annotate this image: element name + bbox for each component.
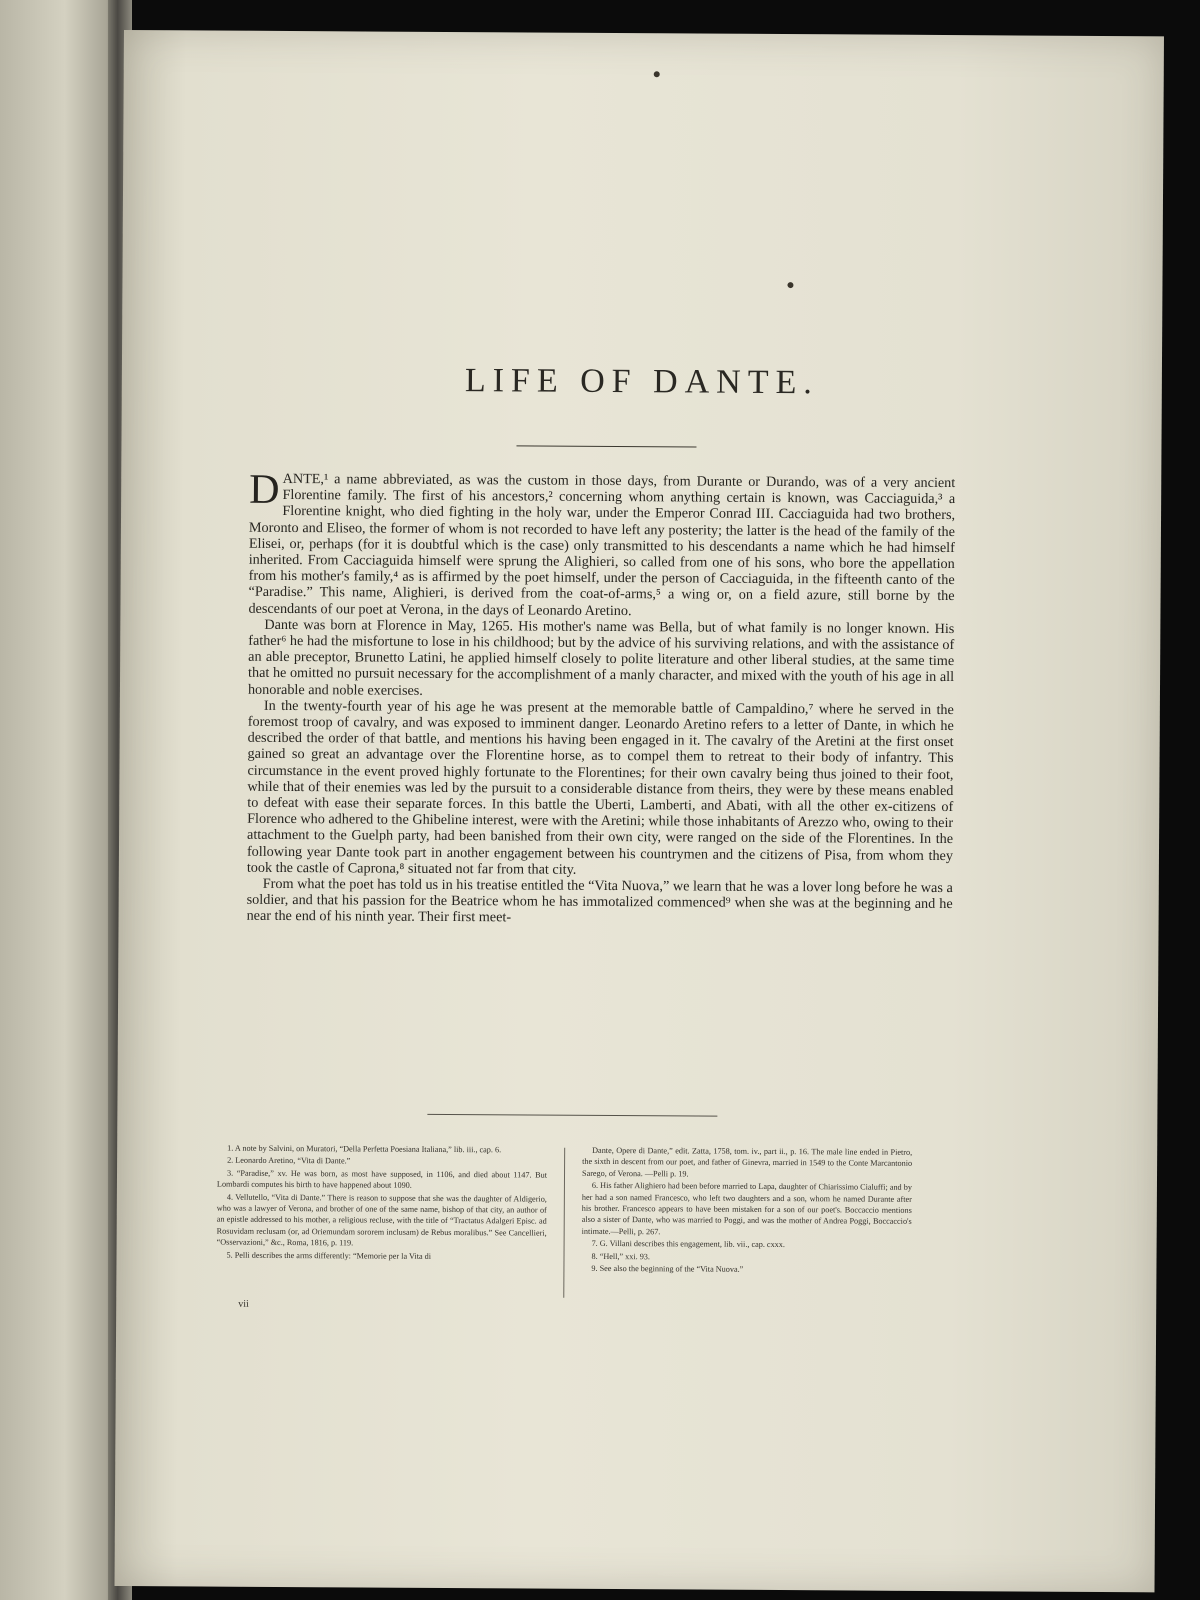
footnote: 3. “Paradise,” xv. He was born, as most have supposed, in 1106, and died about 1147. But Lombardi computes his birth to have happened about 1090.: [216, 1168, 548, 1190]
footnote: 5. Pelli describes the arms differently: “Memorie per la Vita di: [226, 1250, 432, 1261]
footnote: 1. A note by Salvini, on Muratori, “Della Perfetta Poesiana Italiana,” lib. iii., cap. 6.: [227, 1143, 502, 1155]
paragraph: In the twenty-fourth year of his age he was present at the memorable battle of Campaldino,⁷ where he served in the foremost troop of cavalry, and was exposed to imminent danger. Leonardo Aretino refers to a letter of Dante, in which he described the order of that battle, and mentions his having been engaged in it. The cavalry of the Aretini at the first onset gained so great an advantage over the Florentine horse, as to compel them to retreat to their body of infantry. This circumstance in the event proved highly fortunate to the Florentines; for their own cavalry being thus joined to their foot, while that of their enemies was led by the pursuit to a considerable distance from theirs, they were by these means enabled to defeat with ease their separate forces. In this battle the Uberti, Lamberti, and Abati, with all the other ex-citizens of Florence who adhered to the Ghibeline interest, were with the Aretini; while those inhabitants of Arezzo who, owing to their attachment to the Guelph party, had been banished from their own city, were ranged on the side of the Florentines. In the following year Dante took part in another engagement between his countrymen and the citizens of Pisa, from whom they took the castle of Caprona,⁸ situated not far from that city.: [246, 697, 954, 878]
book-page: [114, 30, 1163, 1592]
body-text: [246, 466, 956, 929]
footnotes-left-column: [216, 1143, 547, 1264]
footnote: 2. Leonardo Aretino, “Vita di Dante.”: [227, 1156, 351, 1166]
paragraph: From what the poet has told us in his treatise entitled the “Vita Nuova,” we learn that he was a lover long before he was a soldier, and that his passion for the Beatrice whom he has immotalized commenced⁹ when she was at the beginning and he near the end of his ninth year. Their first meet-: [246, 875, 953, 926]
footnote-column-divider: [563, 1148, 565, 1298]
footnotes-right-column: [581, 1145, 912, 1277]
ink-spot: [787, 282, 793, 288]
paragraph-text: ANTE,¹ a name abbreviated, as was the custom in those days, from Durante or Durando, was of a very ancient Florentine family. The first of his ancestors,² concerning whom anything certain is known, was Cacciaguida,³ a Florentine knight, who died fighting in the holy war, under the Emperor Conrad III. Cacciaguida had two brothers, Moronto and Eliseo, the former of whom is not recorded to have left any posterity; the latter is the head of the family of the Elisei, or, perhaps (for it is doubtful which is the case) only transmitted to his descendants a name which he had himself inherited. From Cacciaguida himself were sprung the Alighieri, so called from one of his sons, who bore the appellation from his mother's family,⁴ as is affirmed by the poet himself, under the person of Cacciaguida, in the fifteenth canto of the “Paradise.” This name, Alighieri, is derived from the coat-of-arms,⁵ a wing or, on a field azure, still borne by the descendants of our poet at Verona, in the days of Leonardo Aretino.: [248, 470, 956, 619]
paragraph: Dante was born at Florence in May, 1265. His mother's name was Bella, but of what family is no longer known. His father⁶ he had the misfortune to lose in his childhood; but by the advice of his surviving relations, and with the assistance of an able preceptor, Brunetto Latini, he applied himself closely to polite literature and other liberal studies, at the same time that he omitted no pursuit necessary for the accomplishment of a manly character, and mixed with the youth of his age in all honorable and noble exercises.: [247, 616, 955, 699]
page-title: LIFE OF DANTE.: [464, 362, 819, 402]
footnote: 9. See also the beginning of the “Vita Nuova.”: [591, 1263, 744, 1274]
facing-page-edge: [0, 0, 118, 1600]
ink-spot: [654, 71, 660, 77]
page-number: vii: [238, 1298, 249, 1310]
footnote-rule: [427, 1114, 717, 1117]
title-rule: [516, 445, 696, 447]
footnote: 7. G. Villani describes this engagement, lib. vii., cap. cxxx.: [591, 1239, 785, 1250]
footnote: 6. His father Alighiero had been before married to Lapa, daughter of Chiarissimo Cialuffi; and by her had a son named Francesco, who left two daughters and a son, whom he named Durante after his brother. Francesco appears to have been mistaken for a son of our poet's. Boccaccio mentions also a sister of Dante, who was married to Poggi, and was the mother of Andrea Poggi, Boccaccio's intimate.—Pelli, p. 267.: [581, 1181, 912, 1237]
footnote: Dante, Opere di Dante,” edit. Zatta, 1758, tom. iv., part ii., p. 16. The male line ended in Pietro, the sixth in descent from our poet, and father of Ginevra, married in 1549 to the Conte Marcantonio Sarego, of Verona. —Pelli p. 19.: [581, 1145, 913, 1179]
footnote: 8. “Hell,” xxi. 93.: [591, 1251, 650, 1261]
footnote: 4. Vellutello, “Vita di Dante.” There is reason to suppose that she was the daughter of Aldigerio, who was a lawyer of Verona, and brother of one of the same name, bishop of that city, an author of an epistle addressed to his mother, a religious recluse, with the title of “Tractatus Adalgeri Episc. ad Rosuvidam reclusam (or, ad Oriemundam sororem inclusam) de Rebus moralibus.” See Cancellieri, “Osservazioni,” &c., Roma, 1816, p. 119.: [216, 1192, 547, 1248]
drop-cap: D: [249, 466, 280, 513]
paragraph: [248, 466, 956, 621]
